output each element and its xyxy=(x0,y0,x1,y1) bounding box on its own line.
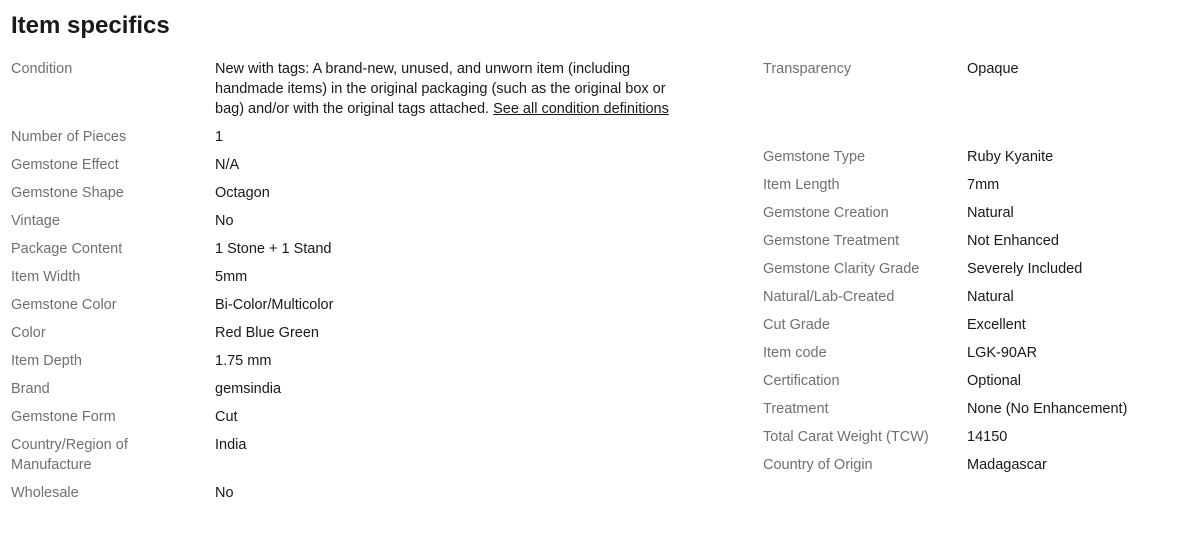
left-column xyxy=(11,59,711,511)
spec-value: India xyxy=(215,437,247,453)
spec-label: Certification xyxy=(763,373,840,389)
spec-row xyxy=(763,147,1173,167)
spec-value: Red Blue Green xyxy=(215,325,319,341)
spec-row-condition xyxy=(11,59,711,119)
spec-value: 5mm xyxy=(215,269,248,285)
spec-label: Package Content xyxy=(11,241,123,257)
spec-label: Number of Pieces xyxy=(11,129,127,145)
spec-row xyxy=(763,315,1173,335)
spec-row xyxy=(11,127,711,147)
spec-value: N/A xyxy=(215,157,240,173)
spec-row xyxy=(11,295,711,315)
spec-value: Opaque xyxy=(967,61,1019,77)
spec-row xyxy=(763,259,1173,279)
condition-text: New with tags: A brand-new, unused, and unworn item (including handmade items) in the original packaging (such as the original box or bag) and/or with the original tags attached. xyxy=(215,61,666,117)
spec-value: No xyxy=(215,485,234,501)
spec-label: Item code xyxy=(763,345,827,361)
spec-value: Madagascar xyxy=(967,457,1047,473)
spec-row xyxy=(11,267,711,287)
spec-label: Gemstone Type xyxy=(763,149,866,165)
spec-row xyxy=(763,203,1173,223)
spec-row xyxy=(763,287,1173,307)
spec-value: 7mm xyxy=(967,177,1000,193)
right-column xyxy=(763,59,1173,483)
spec-value: None (No Enhancement) xyxy=(967,401,1128,417)
spec-label: Gemstone Clarity Grade xyxy=(763,261,920,277)
spec-row xyxy=(763,427,1173,447)
spec-row xyxy=(11,407,711,427)
spec-row xyxy=(763,455,1173,475)
spec-label: Brand xyxy=(11,381,50,397)
spec-row xyxy=(763,231,1173,251)
spec-label: Gemstone Color xyxy=(11,297,117,313)
spec-row xyxy=(11,183,711,203)
spec-value: 1 xyxy=(215,129,224,145)
spec-row xyxy=(763,343,1173,363)
spec-value: LGK-90AR xyxy=(967,345,1038,361)
spec-label: Gemstone Treatment xyxy=(763,233,900,249)
condition-definitions-link[interactable]: See all condition definitions xyxy=(493,101,669,117)
spec-label: Vintage xyxy=(11,213,60,229)
spec-row xyxy=(11,211,711,231)
spec-label: Item Depth xyxy=(11,353,82,369)
spec-row xyxy=(11,239,711,259)
spec-label: Color xyxy=(11,325,46,341)
spec-value: Bi-Color/Multicolor xyxy=(215,297,334,313)
condition-value xyxy=(215,59,685,119)
spec-value: Natural xyxy=(967,289,1014,305)
spec-label: Country/Region of Manufacture xyxy=(11,437,128,473)
spec-row xyxy=(763,175,1173,195)
spec-label: Total Carat Weight (TCW) xyxy=(763,429,929,445)
spec-label: Wholesale xyxy=(11,485,79,501)
spec-label: Transparency xyxy=(763,61,852,77)
spec-value: 14150 xyxy=(967,429,1008,445)
spec-row xyxy=(11,379,711,399)
spec-value: Excellent xyxy=(967,317,1026,333)
spec-value: Ruby Kyanite xyxy=(967,149,1054,165)
spec-row xyxy=(763,371,1173,391)
spec-label: Item Length xyxy=(763,177,840,193)
spec-row xyxy=(11,351,711,371)
spec-value: Optional xyxy=(967,373,1022,389)
spec-label: Natural/Lab-Created xyxy=(763,289,895,305)
spec-value: No xyxy=(215,213,234,229)
spec-value: Natural xyxy=(967,205,1014,221)
spec-row xyxy=(763,399,1173,419)
spec-row xyxy=(11,155,711,175)
spec-value: gemsindia xyxy=(215,381,282,397)
spec-row xyxy=(11,435,711,475)
spec-value: 1 Stone + 1 Stand xyxy=(215,241,332,257)
spec-label: Gemstone Shape xyxy=(11,185,124,201)
spec-label: Cut Grade xyxy=(763,317,830,333)
spec-label: Country of Origin xyxy=(763,457,873,473)
spec-label: Gemstone Form xyxy=(11,409,116,425)
spec-row xyxy=(11,323,711,343)
spec-label: Treatment xyxy=(763,401,829,417)
spec-value: Cut xyxy=(215,409,238,425)
spec-value: 1.75 mm xyxy=(215,353,272,369)
spec-label: Gemstone Creation xyxy=(763,205,889,221)
spec-value: Not Enhanced xyxy=(967,233,1059,249)
spec-row xyxy=(763,59,1173,139)
spec-label: Condition xyxy=(11,61,73,77)
spec-label: Item Width xyxy=(11,269,81,285)
section-title: Item specifics xyxy=(11,12,170,39)
spec-value: Severely Included xyxy=(967,261,1083,277)
spec-label: Gemstone Effect xyxy=(11,157,119,173)
spec-value: Octagon xyxy=(215,185,270,201)
spec-row xyxy=(11,483,711,503)
